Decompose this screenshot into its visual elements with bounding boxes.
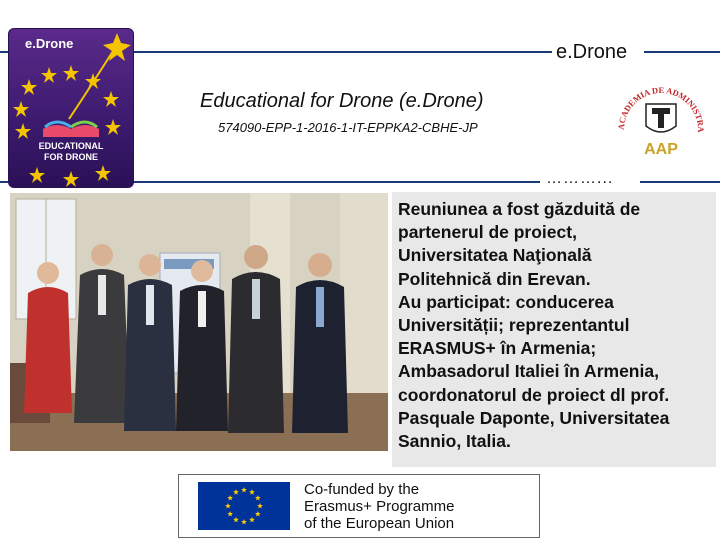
erasmus-line3: of the European Union bbox=[304, 515, 455, 532]
eu-star-icon bbox=[233, 517, 239, 522]
header-rule-bottom-right bbox=[640, 181, 720, 183]
description-line: partenerul de proiect, bbox=[398, 222, 577, 243]
erasmus-text bbox=[304, 481, 534, 532]
eu-star-icon bbox=[225, 503, 231, 508]
description-text bbox=[398, 198, 714, 453]
meeting-photo bbox=[10, 193, 388, 451]
edrone-logo-art bbox=[9, 29, 133, 187]
eu-star-icon bbox=[241, 487, 247, 492]
description-line: Ambasadorul Italiei în Armenia, bbox=[398, 361, 659, 382]
brand-title: e.Drone bbox=[556, 41, 628, 63]
seal-ring-text: ACADEMIA DE ADMINISTRA bbox=[615, 84, 707, 133]
shield-icon bbox=[646, 104, 676, 132]
book-icon bbox=[43, 122, 99, 137]
eu-stars-icon bbox=[198, 482, 290, 530]
eu-star-icon bbox=[227, 495, 233, 500]
description-line: Au participat: conducerea bbox=[398, 291, 614, 312]
aap-seal-art bbox=[612, 74, 710, 172]
description-line: Pasquale Daponte, Universitatea bbox=[398, 407, 670, 428]
description-line: coordonatorul de proiect dl prof. bbox=[398, 384, 670, 405]
description-line: Universitatea Naţională bbox=[398, 245, 592, 266]
main-title: Educational for Drone (e.Drone) bbox=[200, 90, 484, 112]
eu-flag-icon bbox=[198, 482, 290, 530]
description-line: Sannio, Italia. bbox=[398, 431, 511, 452]
erasmus-line1: Co-funded by the bbox=[304, 481, 420, 498]
eu-star-icon bbox=[233, 489, 239, 494]
ellipsis-dots: ………... bbox=[546, 170, 614, 187]
description-line: Universității; reprezentantul bbox=[398, 315, 630, 336]
header-rule-left-stub bbox=[0, 51, 8, 53]
eu-star-icon bbox=[255, 511, 261, 516]
eu-star-icon bbox=[227, 511, 233, 516]
header-rule-top bbox=[132, 51, 552, 53]
description-line: Politehnică din Erevan. bbox=[398, 268, 591, 289]
eu-star-icon bbox=[255, 495, 261, 500]
description-line: ERASMUS+ în Armenia; bbox=[398, 338, 597, 359]
eu-star-icon bbox=[249, 517, 255, 522]
project-code: 574090-EPP-1-2016-1-IT-EPPKA2-CBHE-JP bbox=[218, 120, 478, 135]
eu-star-icon bbox=[257, 503, 263, 508]
aap-seal-logo bbox=[612, 74, 710, 172]
meeting-photo-art bbox=[10, 193, 388, 451]
edrone-logo bbox=[8, 28, 134, 188]
logo-brand-text: e.Drone bbox=[25, 36, 74, 51]
header-rule-top-right bbox=[644, 51, 720, 53]
seal-initials: AAP bbox=[644, 141, 678, 158]
eu-star-icon bbox=[241, 519, 247, 524]
star-icon bbox=[103, 33, 131, 61]
eu-star-icon bbox=[249, 489, 255, 494]
erasmus-line2: Erasmus+ Programme bbox=[304, 498, 455, 515]
logo-caption-line2: FOR DRONE bbox=[44, 152, 98, 162]
description-line: Reuniunea a fost găzduită de bbox=[398, 199, 641, 219]
logo-caption-line1: EDUCATIONAL bbox=[38, 141, 104, 151]
